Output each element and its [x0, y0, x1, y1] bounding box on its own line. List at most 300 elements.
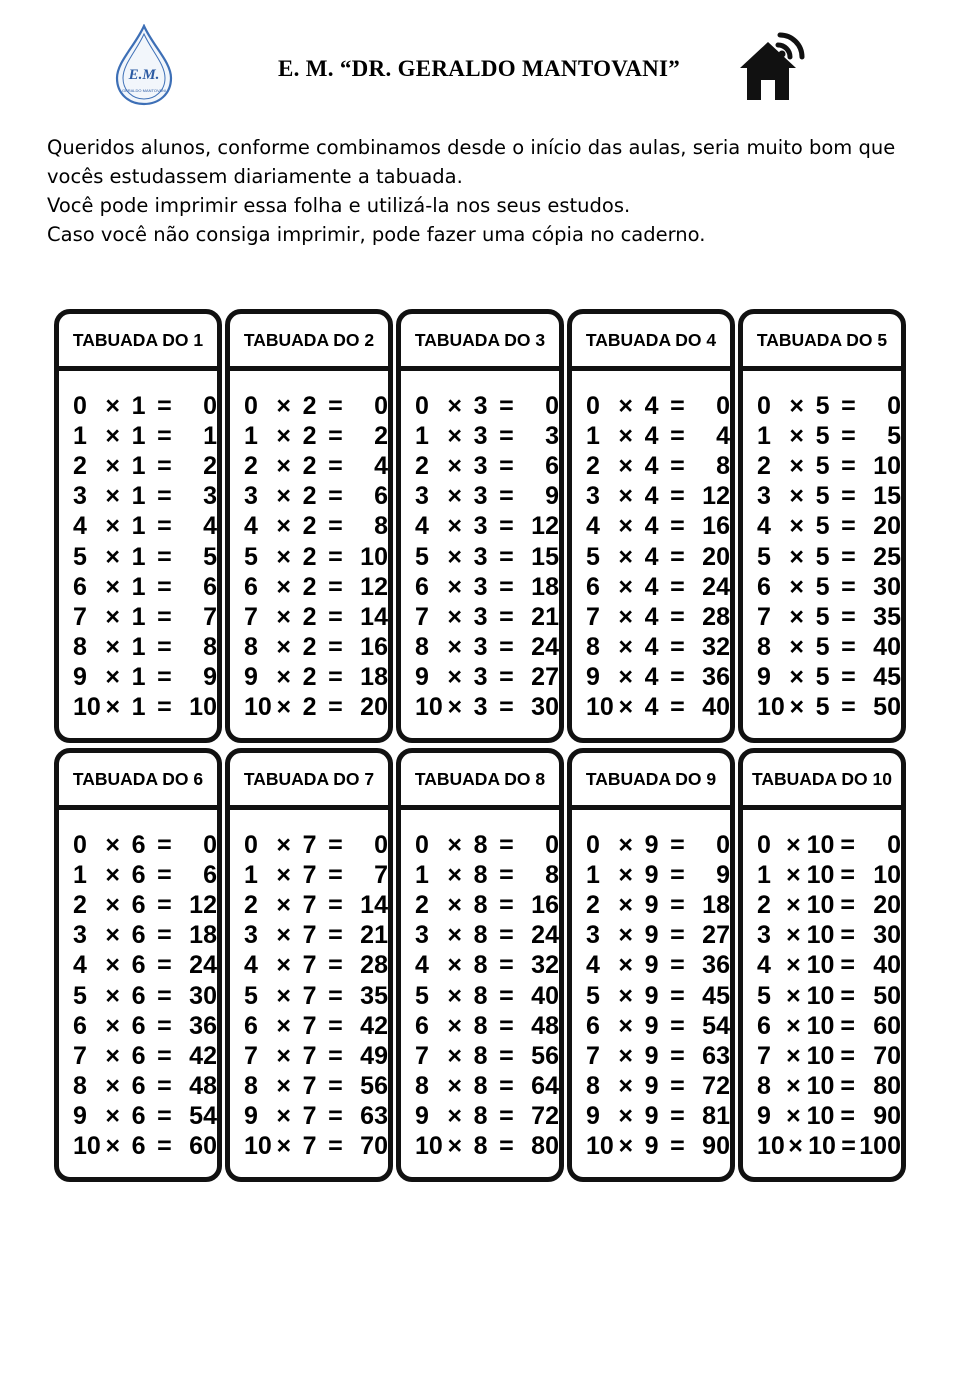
times-sign: ×	[276, 830, 291, 859]
tabuada-row	[586, 572, 730, 602]
times-sign: ×	[618, 860, 633, 889]
row-result: 70	[873, 1041, 902, 1070]
row-factor: 7	[302, 830, 317, 859]
tabuada-row	[757, 951, 901, 981]
row-factor: 7	[302, 1011, 317, 1040]
tabuada-row	[415, 1041, 559, 1071]
row-result: 0	[545, 830, 559, 859]
row-multiplier: 4	[244, 951, 258, 980]
tabuada-card	[567, 748, 735, 1182]
row-result: 6	[203, 860, 217, 889]
row-multiplier: 6	[757, 572, 771, 601]
row-multiplier: 1	[757, 860, 771, 889]
row-multiplier: 5	[415, 542, 429, 571]
row-factor: 3	[473, 391, 488, 420]
row-result: 10	[873, 860, 902, 889]
tabuada-row	[73, 602, 217, 632]
tabuada-row	[586, 1102, 730, 1132]
row-result: 40	[873, 951, 902, 980]
row-factor: 2	[302, 512, 317, 541]
tabuada-row	[757, 1011, 901, 1041]
tabuada-row	[757, 860, 901, 890]
row-factor: 1	[131, 421, 146, 450]
times-sign: ×	[618, 921, 633, 950]
row-result: 12	[189, 890, 217, 919]
tabuada-row	[586, 693, 730, 723]
tabuada-row	[244, 981, 388, 1011]
row-multiplier: 8	[586, 1072, 600, 1101]
row-multiplier: 7	[586, 1041, 600, 1070]
row-factor: 2	[302, 482, 317, 511]
tabuada-row	[415, 663, 559, 693]
tabuada-card	[396, 309, 564, 743]
times-sign: ×	[618, 1072, 633, 1101]
tabuada-row	[757, 1041, 901, 1071]
row-factor: 9	[644, 1102, 659, 1131]
times-sign: ×	[618, 451, 633, 480]
tabuada-rows	[743, 810, 901, 1162]
tabuada-row	[244, 1041, 388, 1071]
row-result: 2	[203, 451, 217, 480]
equals-sign: =	[328, 1011, 343, 1040]
equals-sign: =	[670, 1041, 685, 1070]
tabuada-row	[757, 512, 901, 542]
equals-sign: =	[670, 451, 685, 480]
tabuada-row	[757, 421, 901, 451]
tabuada-row	[73, 512, 217, 542]
equals-sign: =	[157, 633, 172, 662]
tabuada-row	[244, 1102, 388, 1132]
row-multiplier: 3	[73, 921, 87, 950]
equals-sign: =	[499, 693, 514, 722]
row-factor: 7	[302, 860, 317, 889]
times-sign: ×	[105, 890, 120, 919]
times-sign: ×	[276, 421, 291, 450]
tabuada-row	[244, 951, 388, 981]
row-multiplier: 4	[586, 951, 600, 980]
row-multiplier: 9	[586, 663, 600, 692]
tabuada-rows	[401, 810, 559, 1162]
row-result: 12	[531, 512, 559, 541]
times-sign: ×	[447, 693, 463, 722]
equals-sign: =	[157, 921, 172, 950]
row-result: 27	[531, 663, 559, 692]
row-factor: 7	[302, 1041, 317, 1070]
row-factor: 5	[815, 663, 830, 692]
row-multiplier: 5	[757, 542, 771, 571]
times-sign: ×	[447, 1102, 462, 1131]
equals-sign: =	[841, 482, 856, 511]
row-multiplier: 10	[415, 693, 443, 722]
row-result: 12	[360, 572, 388, 601]
row-result: 28	[702, 602, 730, 631]
row-multiplier: 4	[415, 512, 429, 541]
times-sign: ×	[105, 830, 120, 859]
tabuada-row	[415, 890, 559, 920]
equals-sign: =	[328, 391, 343, 420]
tabuada-card	[54, 748, 222, 1182]
row-result: 25	[873, 542, 901, 571]
row-result: 80	[531, 1132, 559, 1161]
row-multiplier: 2	[244, 451, 258, 480]
equals-sign: =	[157, 451, 172, 480]
equals-sign: =	[840, 951, 855, 980]
times-sign: ×	[447, 981, 462, 1010]
row-multiplier: 10	[415, 1132, 443, 1161]
tabuada-row	[757, 890, 901, 920]
tabuada-row	[586, 1072, 730, 1102]
tabuada-row	[757, 451, 901, 481]
row-multiplier: 6	[73, 572, 87, 601]
row-factor: 9	[644, 830, 659, 859]
times-sign: ×	[447, 1041, 462, 1070]
equals-sign: =	[670, 1072, 685, 1101]
row-factor: 7	[302, 890, 317, 919]
row-multiplier: 7	[244, 602, 258, 631]
row-result: 8	[716, 451, 730, 480]
equals-sign: =	[841, 663, 856, 692]
row-factor: 7	[302, 981, 317, 1010]
times-sign: ×	[105, 633, 120, 662]
row-result: 6	[545, 451, 559, 480]
row-multiplier: 4	[757, 951, 771, 980]
row-multiplier: 4	[244, 512, 258, 541]
row-multiplier: 6	[757, 1011, 771, 1040]
tabuada-row	[586, 512, 730, 542]
row-factor: 2	[302, 451, 317, 480]
row-result: 6	[203, 572, 217, 601]
row-result: 18	[360, 663, 388, 692]
row-factor: 4	[644, 421, 659, 450]
row-factor: 6	[131, 1041, 146, 1070]
row-result: 0	[374, 830, 388, 859]
equals-sign: =	[157, 602, 172, 631]
tabuada-row	[757, 663, 901, 693]
row-multiplier: 1	[415, 860, 429, 889]
row-factor: 3	[473, 512, 488, 541]
row-multiplier: 10	[244, 693, 272, 722]
tabuada-row	[244, 421, 388, 451]
equals-sign: =	[499, 830, 514, 859]
tabuada-row	[586, 542, 730, 572]
row-result: 18	[189, 921, 217, 950]
equals-sign: =	[499, 572, 514, 601]
row-result: 0	[545, 391, 559, 420]
row-factor: 6	[131, 1072, 146, 1101]
times-sign: ×	[786, 830, 801, 859]
equals-sign: =	[670, 1011, 685, 1040]
equals-sign: =	[499, 921, 514, 950]
equals-sign: =	[840, 890, 855, 919]
row-factor: 1	[131, 542, 146, 571]
times-sign: ×	[618, 951, 633, 980]
times-sign: ×	[786, 981, 801, 1010]
tabuada-rows	[230, 371, 388, 723]
row-factor: 3	[473, 693, 488, 722]
tabuada-row	[244, 512, 388, 542]
row-factor: 9	[644, 921, 659, 950]
row-multiplier: 0	[415, 830, 429, 859]
row-result: 8	[203, 633, 217, 662]
row-result: 30	[531, 693, 559, 722]
equals-sign: =	[841, 572, 856, 601]
row-result: 30	[873, 572, 901, 601]
row-multiplier: 4	[73, 512, 87, 541]
tabuada-row	[73, 981, 217, 1011]
equals-sign: =	[670, 633, 685, 662]
tabuada-row	[244, 482, 388, 512]
row-multiplier: 6	[415, 572, 429, 601]
row-factor: 5	[815, 633, 830, 662]
row-result: 5	[887, 421, 901, 450]
row-result: 15	[531, 542, 559, 571]
row-multiplier: 5	[757, 981, 771, 1010]
row-multiplier: 6	[415, 1011, 429, 1040]
times-sign: ×	[105, 542, 120, 571]
tabuada-row	[757, 482, 901, 512]
row-multiplier: 6	[586, 1011, 600, 1040]
row-result: 6	[374, 482, 388, 511]
equals-sign: =	[328, 921, 343, 950]
equals-sign: =	[841, 633, 856, 662]
row-result: 0	[716, 830, 730, 859]
times-sign: ×	[276, 572, 291, 601]
row-factor: 5	[815, 602, 830, 631]
row-result: 0	[203, 391, 217, 420]
row-factor: 3	[473, 572, 488, 601]
equals-sign: =	[157, 890, 172, 919]
row-factor: 6	[131, 921, 146, 950]
row-multiplier: 5	[586, 981, 600, 1010]
times-sign: ×	[105, 1132, 121, 1161]
equals-sign: =	[499, 482, 514, 511]
times-sign: ×	[618, 512, 633, 541]
equals-sign: =	[670, 572, 685, 601]
row-multiplier: 9	[757, 1102, 771, 1131]
equals-sign: =	[670, 482, 685, 511]
row-multiplier: 0	[757, 391, 771, 420]
tabuada-title: TABUADA DO 10	[743, 753, 901, 810]
tabuada-row	[586, 1132, 730, 1162]
tabuada-row	[73, 951, 217, 981]
equals-sign: =	[840, 830, 855, 859]
times-sign: ×	[786, 921, 801, 950]
equals-sign: =	[840, 921, 855, 950]
row-result: 70	[360, 1132, 388, 1161]
tabuada-row	[244, 890, 388, 920]
tabuada-row	[586, 451, 730, 481]
row-multiplier: 3	[244, 921, 258, 950]
tabuada-row	[73, 693, 217, 723]
row-factor: 1	[131, 482, 146, 511]
equals-sign: =	[328, 830, 343, 859]
equals-sign: =	[328, 890, 343, 919]
times-sign: ×	[789, 512, 804, 541]
equals-sign: =	[157, 421, 172, 450]
tabuada-row	[415, 693, 559, 723]
row-multiplier: 8	[415, 1072, 429, 1101]
tabuada-row	[73, 482, 217, 512]
row-result: 40	[531, 981, 559, 1010]
times-sign: ×	[447, 482, 462, 511]
row-result: 32	[531, 951, 559, 980]
row-factor: 5	[815, 572, 830, 601]
row-factor: 4	[644, 663, 659, 692]
tabuada-row	[757, 391, 901, 421]
times-sign: ×	[105, 572, 120, 601]
row-multiplier: 2	[586, 890, 600, 919]
row-factor: 8	[473, 981, 488, 1010]
row-multiplier: 8	[73, 633, 87, 662]
row-result: 24	[531, 921, 559, 950]
equals-sign: =	[328, 693, 343, 722]
tabuada-card	[738, 309, 906, 743]
times-sign: ×	[105, 1011, 120, 1040]
equals-sign: =	[841, 542, 856, 571]
row-result: 1	[203, 421, 217, 450]
tabuada-row	[757, 1132, 901, 1162]
row-multiplier: 0	[415, 391, 429, 420]
tabuada-row	[415, 421, 559, 451]
times-sign: ×	[105, 1041, 120, 1070]
row-multiplier: 8	[244, 1072, 258, 1101]
equals-sign: =	[328, 1102, 343, 1131]
row-multiplier: 0	[73, 391, 87, 420]
equals-sign: =	[670, 663, 685, 692]
row-factor: 5	[815, 693, 830, 722]
equals-sign: =	[670, 951, 685, 980]
row-result: 40	[873, 633, 901, 662]
times-sign: ×	[789, 542, 804, 571]
tabuada-row	[415, 633, 559, 663]
equals-sign: =	[157, 1041, 172, 1070]
times-sign: ×	[105, 951, 120, 980]
row-result: 30	[189, 981, 217, 1010]
equals-sign: =	[157, 1011, 172, 1040]
row-factor: 10	[806, 1072, 835, 1101]
times-sign: ×	[276, 860, 291, 889]
row-factor: 3	[473, 451, 488, 480]
row-factor: 9	[644, 981, 659, 1010]
row-factor: 4	[644, 542, 659, 571]
row-result: 24	[702, 572, 730, 601]
times-sign: ×	[276, 542, 291, 571]
row-result: 90	[873, 1102, 902, 1131]
tabuada-card	[225, 748, 393, 1182]
row-factor: 10	[806, 951, 835, 980]
tabuada-row	[586, 951, 730, 981]
tabuada-row	[586, 1011, 730, 1041]
row-result: 7	[203, 602, 217, 631]
row-factor: 8	[473, 1011, 488, 1040]
row-multiplier: 1	[244, 421, 258, 450]
row-factor: 4	[644, 482, 659, 511]
times-sign: ×	[276, 512, 291, 541]
equals-sign: =	[157, 663, 172, 692]
times-sign: ×	[786, 1072, 801, 1101]
times-sign: ×	[618, 830, 633, 859]
row-factor: 2	[302, 602, 317, 631]
equals-sign: =	[157, 482, 172, 511]
times-sign: ×	[276, 633, 291, 662]
row-multiplier: 10	[757, 693, 785, 722]
row-factor: 5	[815, 542, 830, 571]
times-sign: ×	[618, 1102, 633, 1131]
row-multiplier: 0	[586, 830, 600, 859]
equals-sign: =	[670, 391, 685, 420]
row-factor: 8	[473, 1102, 488, 1131]
tabuada-row	[244, 572, 388, 602]
equals-sign: =	[841, 512, 856, 541]
row-result: 21	[360, 921, 388, 950]
row-factor: 5	[815, 451, 830, 480]
row-factor: 9	[644, 951, 659, 980]
row-result: 60	[189, 1132, 217, 1161]
row-multiplier: 6	[244, 572, 258, 601]
row-result: 40	[702, 693, 730, 722]
times-sign: ×	[447, 1011, 462, 1040]
row-multiplier: 2	[757, 451, 771, 480]
equals-sign: =	[157, 512, 172, 541]
times-sign: ×	[105, 602, 120, 631]
row-result: 9	[545, 482, 559, 511]
equals-sign: =	[670, 921, 685, 950]
row-factor: 1	[131, 633, 146, 662]
tabuada-row	[586, 1041, 730, 1071]
tabuada-row	[244, 633, 388, 663]
row-multiplier: 9	[757, 663, 771, 692]
tabuada-row	[244, 391, 388, 421]
equals-sign: =	[499, 421, 514, 450]
tabuada-row	[415, 860, 559, 890]
row-factor: 1	[131, 602, 146, 631]
tabuada-row	[586, 421, 730, 451]
row-factor: 10	[806, 860, 835, 889]
times-sign: ×	[447, 663, 462, 692]
times-sign: ×	[276, 1132, 292, 1161]
row-factor: 3	[473, 542, 488, 571]
row-multiplier: 10	[73, 1132, 101, 1161]
row-multiplier: 1	[586, 421, 600, 450]
tabuada-row	[415, 1011, 559, 1041]
row-factor: 4	[644, 602, 659, 631]
row-multiplier: 3	[73, 482, 87, 511]
row-factor: 9	[644, 890, 659, 919]
times-sign: ×	[276, 981, 291, 1010]
row-result: 35	[873, 602, 901, 631]
row-multiplier: 4	[73, 951, 87, 980]
equals-sign: =	[670, 542, 685, 571]
times-sign: ×	[618, 572, 633, 601]
row-result: 18	[702, 890, 730, 919]
tabuada-row	[586, 830, 730, 860]
row-result: 5	[203, 542, 217, 571]
equals-sign: =	[670, 981, 685, 1010]
row-factor: 8	[473, 1072, 488, 1101]
row-multiplier: 9	[244, 663, 258, 692]
row-multiplier: 8	[757, 1072, 771, 1101]
equals-sign: =	[840, 981, 855, 1010]
row-factor: 3	[473, 633, 488, 662]
row-multiplier: 5	[586, 542, 600, 571]
row-result: 30	[873, 921, 902, 950]
row-result: 100	[859, 1132, 901, 1161]
equals-sign: =	[670, 860, 685, 889]
tabuada-row	[73, 890, 217, 920]
equals-sign: =	[157, 542, 172, 571]
row-factor: 7	[302, 951, 317, 980]
times-sign: ×	[786, 860, 801, 889]
